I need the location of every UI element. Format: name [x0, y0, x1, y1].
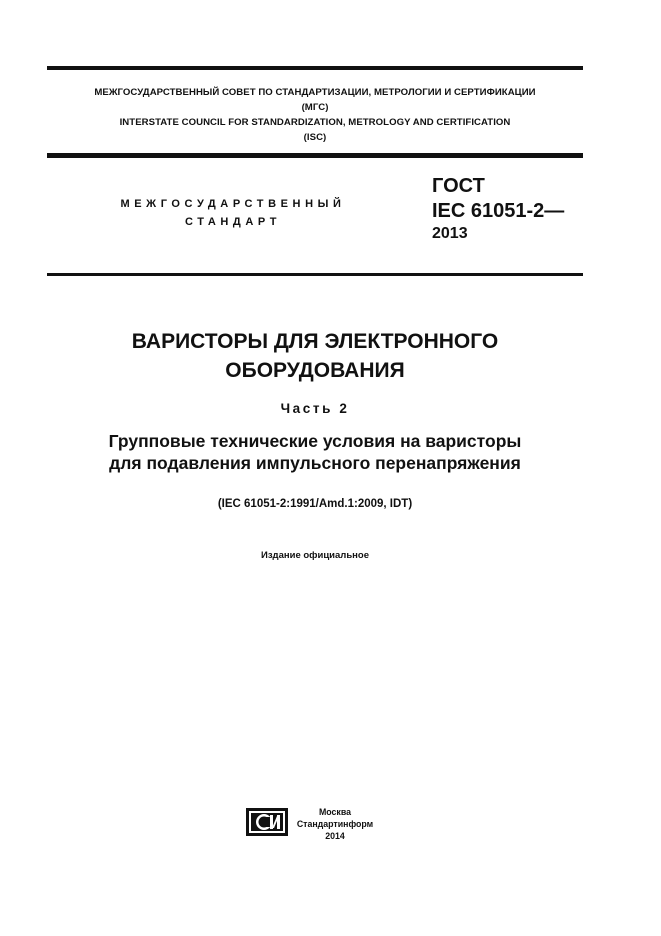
bottom-rule [47, 273, 583, 276]
title-line2: ОБОРУДОВАНИЯ [225, 359, 405, 382]
middle-rule [47, 153, 583, 158]
standard-kind [95, 195, 371, 231]
publisher-year: 2014 [325, 831, 345, 841]
standard-designation [432, 174, 564, 244]
designation-number: IEC 61051-2— [432, 200, 565, 222]
publisher-city: Москва [318, 807, 352, 817]
publisher-name: Стандартинформ [296, 819, 374, 829]
council-abbr-ru: (МГС) [301, 102, 329, 113]
designation-prefix: ГОСТ [432, 175, 485, 197]
standard-kind-line1: МЕЖГОСУДАРСТВЕННЫЙ [120, 198, 346, 210]
subtitle-line1: Групповые технические условия на варисторы [108, 431, 522, 451]
designation-year: 2013 [432, 225, 468, 242]
council-name-en: INTERSTATE COUNCIL FOR STANDARDIZATION, METROLOGY AND CERTIFICATION [119, 117, 511, 128]
iec-reference: (IEC 61051-2:1991/Amd.1:2009, IDT) [217, 498, 413, 510]
subtitle-line2: для подавления импульсного перенапряжения [109, 453, 521, 473]
council-header [47, 85, 583, 145]
top-rule [47, 66, 583, 70]
title-line1: ВАРИСТОРЫ ДЛЯ ЭЛЕКТРОННОГО [131, 330, 499, 353]
standard-kind-line2: СТАНДАРТ [184, 216, 282, 228]
document-title [47, 327, 583, 385]
document-subtitle [47, 430, 583, 474]
standartinform-logo-icon [246, 808, 288, 836]
edition-note: Издание официальное [261, 550, 369, 561]
council-name-ru: МЕЖГОСУДАРСТВЕННЫЙ СОВЕТ ПО СТАНДАРТИЗАЦИИ, МЕТРОЛОГИИ И СЕРТИФИКАЦИИ [94, 87, 536, 98]
council-abbr-en: (ISC) [303, 132, 327, 143]
part-label: Часть 2 [280, 401, 350, 416]
publisher-block [292, 806, 378, 842]
